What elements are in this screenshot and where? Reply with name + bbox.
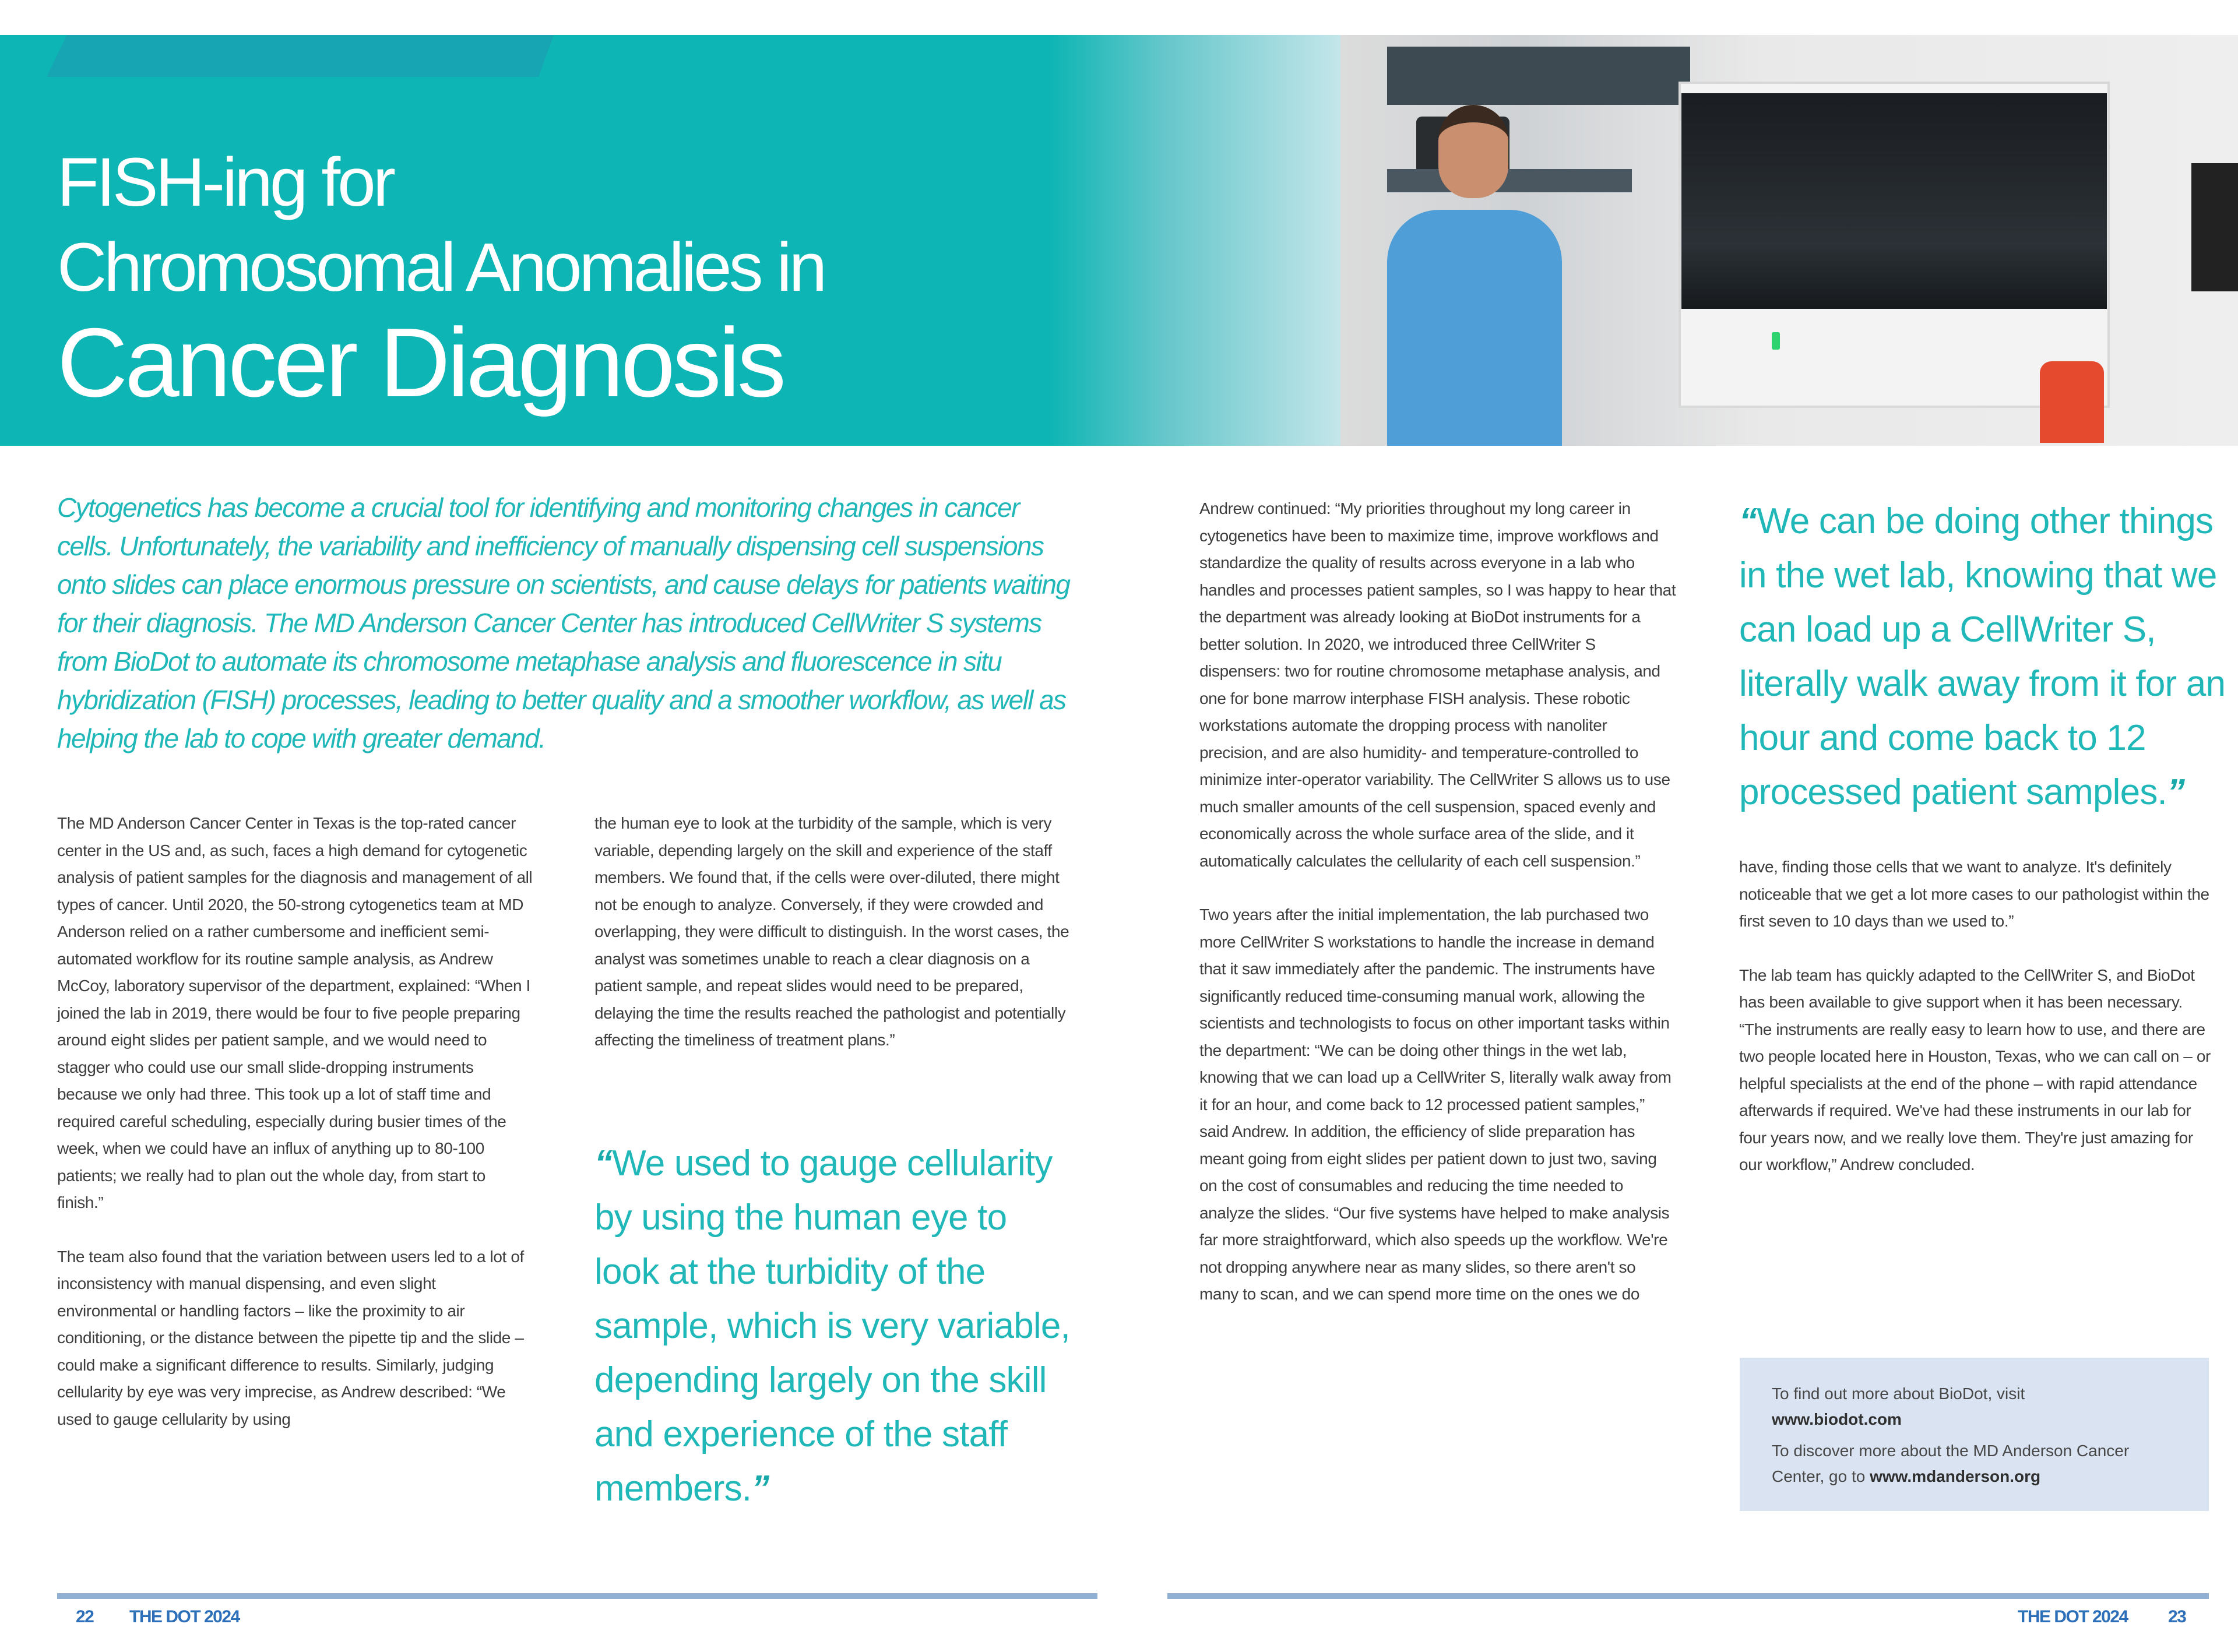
paragraph: have, finding those cells that we want to analyze. It's definitely noticeable that we get a lot more cases to our pathologist within the first seven to 10 days than we used to.” bbox=[1739, 858, 2209, 930]
paragraph: The team also found that the variation between users led to a lot of inconsistency with manual dispensing, and even slight environmental or handling factors – like the proximity to air conditioning, or the distance between the pipette tip and the slide – could make a significant difference to results. Similarly, judging cellularity by eye was very imprecise, as Andrew described: “We used to gauge cellularity by using bbox=[57, 1247, 524, 1428]
body-column-2 bbox=[594, 810, 1072, 1081]
open-quote-icon: “ bbox=[594, 1143, 613, 1183]
article-title bbox=[57, 140, 824, 415]
title-line-3: Cancer Diagnosis bbox=[57, 308, 783, 417]
publication-name-left: THE DOT 2024 bbox=[129, 1607, 240, 1626]
photo-shelf bbox=[1387, 47, 1690, 105]
title-line-2: Chromosomal Anomalies in bbox=[57, 229, 825, 306]
info-biodot-text: To find out more about BioDot, visit bbox=[1772, 1385, 2025, 1403]
page-number-right: 23 bbox=[2168, 1607, 2186, 1626]
more-info-box bbox=[1740, 1358, 2209, 1511]
body-column-1 bbox=[57, 810, 535, 1460]
photo-person-labcoat bbox=[1387, 210, 1562, 446]
paragraph: The lab team has quickly adapted to the CellWriter S, and BioDot has been available to give support when it has been necessary. “The instruments are really easy to learn how to use, and there are two people located here in Houston, Texas, who we can call on – or helpful specialists at the end of the phone – with rapid attendance afterwards if required. We've had these instruments in our lab for four years now, and we really love them. They're just amazing for our workflow,” Andrew concluded. bbox=[1739, 966, 2211, 1174]
hero-accent-tab bbox=[47, 35, 554, 77]
photo-instrument-cover bbox=[1681, 93, 2107, 309]
page-number-left: 22 bbox=[76, 1607, 94, 1626]
photo-status-led bbox=[1772, 332, 1780, 350]
open-quote-icon: “ bbox=[1739, 501, 1757, 541]
info-mdanderson bbox=[1772, 1438, 2177, 1489]
paragraph: Two years after the initial implementation, the lab purchased two more CellWriter S workstations to handle the increase in demand that it saw immediately after the pandemic. The instruments have significantly reduced time-consuming manual work, allowing the scientists and technologists to focus on other important tasks within the department: “We can be doing other things in the wet lab, knowing that we can load up a CellWriter S, literally walk away from it for an hour, and come back to 12 processed patient samples,” said Andrew. In addition, the efficiency of slide preparation has meant going from eight slides per patient down to just two, saving on the cost of consumables and reducing the time needed to analyze the slides. “Our five systems have helped to make analysis far more straightforward, which also speeds up the workflow. We're not dropping anywhere near as many slides, so there aren't so many to scan, and we can spend more time on the ones we do bbox=[1199, 906, 1672, 1303]
paragraph: The MD Anderson Cancer Center in Texas is the top-rated cancer center in the US and, as such, faces a high demand for cytogenetic analysis of patient samples for the diagnosis and management of all types of cancer. Until 2020, the 50-strong cytogenetics team at MD Anderson relied on a rather cumbersome and inefficient semi-automated workflow for its routine sample analysis, as Andrew McCoy, laboratory supervisor of the department, explained: “When I joined the lab in 2019, there would be four to five people preparing around eight slides per patient sample, and we would need to stagger who could use our small slide-dropping instruments because we only had three. This took up a lot of staff time and required careful scheduling, especially during busier times of the week, when we could have an influx of anything up to 80-100 patients; we really had to plan out the whole day, from start to finish.” bbox=[57, 814, 533, 1211]
pull-quote-text: We used to gauge cellularity by using the human eye to look at the turbidity of the sample, which is very variable, depending largely on the skill and experience of the staff members. bbox=[594, 1143, 1070, 1509]
biodot-link[interactable]: www.biodot.com bbox=[1772, 1410, 1902, 1428]
biohazard-bag-icon bbox=[2040, 361, 2104, 443]
body-column-3 bbox=[1199, 495, 1677, 1335]
pull-quote-2 bbox=[1739, 494, 2229, 819]
footer-rule-left bbox=[57, 1593, 1097, 1599]
info-biodot bbox=[1772, 1381, 2177, 1432]
close-quote-icon: ” bbox=[751, 1468, 769, 1509]
photo-person-head bbox=[1438, 105, 1508, 198]
photo-window bbox=[1049, 35, 1340, 446]
hero-photo bbox=[1049, 35, 2238, 446]
paragraph: Andrew continued: “My priorities throughout my long career in cytogenetics have been to maximize time, improve workflows and standardize the quality of results across everyone in a lab who handles and processes patient samples, so I was happy to hear that the department was already looking at BioDot instruments for a better solution. In 2020, we introduced three CellWriter S dispensers: two for routine chromosome metaphase analysis, and one for bone marrow interphase FISH analysis. These robotic workstations automate the dropping process with nanoliter precision, and are also humidity- and temperature-controlled to minimize inter-operator variability. The CellWriter S allows us to use much smaller amounts of the cell suspension, spaced evenly and economically across the whole surface area of the slide, and it automatically calculates the cellularity of each cell suspension.” bbox=[1199, 499, 1676, 870]
pull-quote-text: We can be doing other things in the wet lab, knowing that we can load up a CellWriter S, literally walk away from it for an hour and come back to 12 processed patient samples. bbox=[1739, 501, 2226, 812]
footer-rule-right bbox=[1167, 1593, 2209, 1599]
pull-quote-1 bbox=[594, 1136, 1072, 1516]
article-lede: Cytogenetics has become a crucial tool for identifying and monitoring changes in cancer cells. Unfortunately, the variability and inefficiency of manually dispensing cell suspensions onto slides can place enormous pressure on scientists, and cause delays for patients waiting for their diagnosis. The MD Anderson Cancer Center has introduced CellWriter S systems from BioDot to automate its chromosome metaphase analysis and fluorescence in situ hybridization (FISH) processes, leading to better quality and a smoother workflow, as well as helping the lab to cope with greater demand. bbox=[57, 492, 1070, 753]
publication-name-right: THE DOT 2024 bbox=[2018, 1607, 2128, 1626]
paragraph: the human eye to look at the turbidity of the sample, which is very variable, depending largely on the skill and experience of the staff members. We found that, if the cells were over-diluted, there might not be enough to analyze. Conversely, if they were crowded and overlapping, they were difficult to distinguish. In the worst cases, the analyst was sometimes unable to reach a clear diagnosis on a patient sample, and repeat slides would need to be prepared, delaying the time the results reached the pathologist and potentially affecting the timeliness of treatment plans.” bbox=[594, 814, 1069, 1049]
hero-banner bbox=[0, 35, 2238, 446]
info-mdanderson-text: To discover more about the MD Anderson Cancer Center, go to bbox=[1772, 1442, 2130, 1485]
mdanderson-link[interactable]: www.mdanderson.org bbox=[1870, 1467, 2041, 1485]
photo-shelf-lower bbox=[1387, 169, 1632, 192]
close-quote-icon: ” bbox=[2166, 772, 2185, 812]
body-column-4 bbox=[1739, 854, 2217, 1206]
photo-monitor bbox=[2191, 163, 2238, 291]
title-line-1: FISH-ing for bbox=[57, 144, 393, 221]
